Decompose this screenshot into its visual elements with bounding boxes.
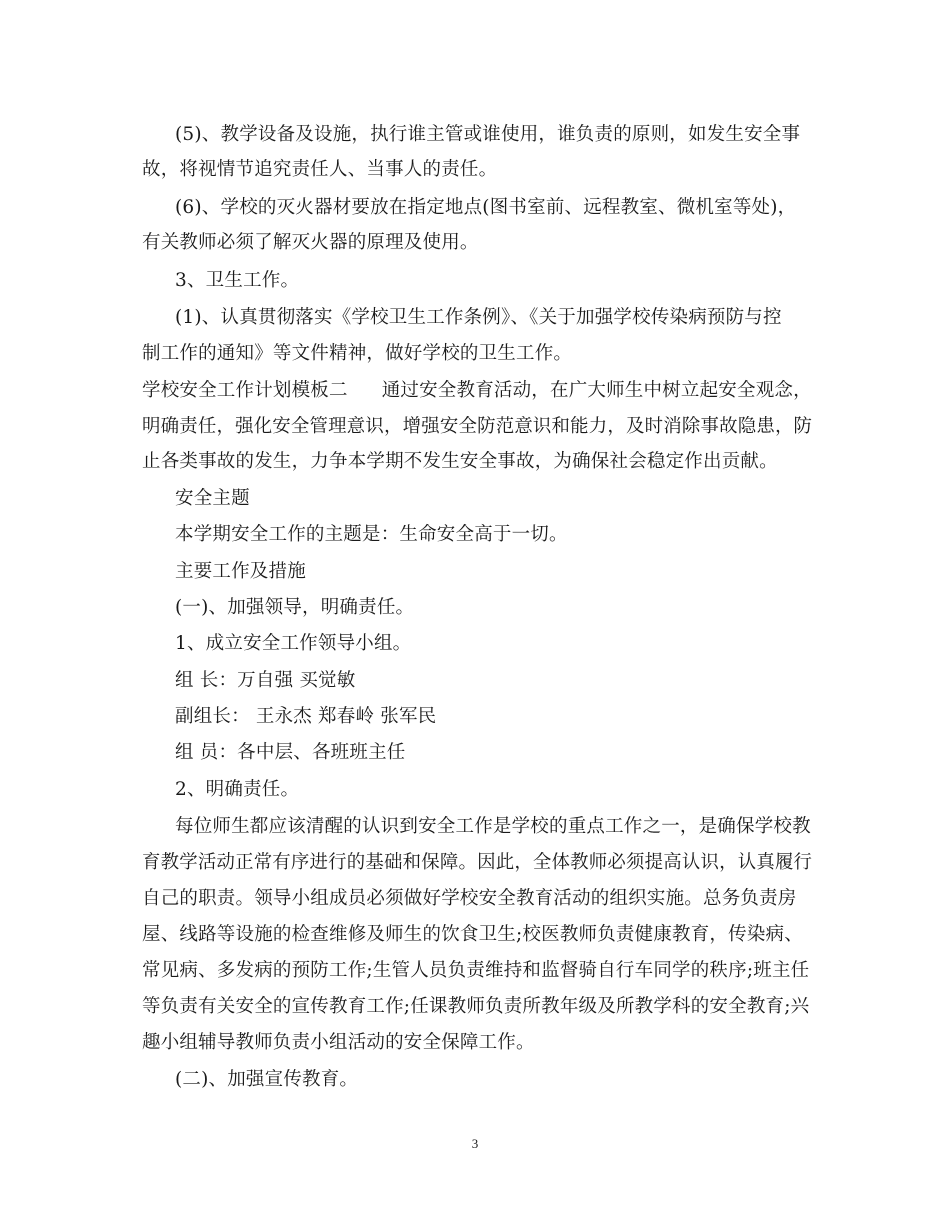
paragraph-line: 止各类事故的发生，力争本学期不发生安全事故，为确保社会稳定作出贡献。	[142, 451, 778, 472]
paragraph-line: 育教学活动正常有序进行的基础和保障。因此，全体教师必须提高认识，认真履行	[142, 852, 813, 873]
subsection-heading: (二)、加强宣传教育。	[175, 1069, 359, 1090]
paragraph-line: 本学期安全工作的主题是：生命安全高于一切。	[175, 524, 568, 545]
paragraph-line: 屋、线路等设施的检查维修及师生的饮食卫生;校医教师负责健康教育，传染病、	[142, 924, 803, 945]
paragraph-line: 等负责有关安全的宣传教育工作;任课教师负责所教年级及所教学科的安全教育;兴	[142, 996, 810, 1017]
subsection-heading: 安全主题	[175, 488, 250, 509]
paragraph-line: 制工作的通知》等文件精神，做好学校的卫生工作。	[142, 343, 573, 364]
paragraph-line: 组 员：各中层、各班班主任	[175, 742, 406, 763]
paragraph-line: (6)、学校的灭火器材要放在指定地点(图书室前、远程教室、微机室等处)，	[175, 197, 797, 218]
paragraph-line: (5)、教学设备及设施，执行谁主管或谁使用，谁负责的原则，如发生安全事	[175, 124, 801, 145]
paragraph-line: 每位师生都应该清醒的认识到安全工作是学校的重点工作之一，是确保学校教	[175, 816, 811, 837]
paragraph-line: 常见病、多发病的预防工作;生管人员负责维持和监督骑自行车同学的秩序;班主任	[142, 960, 810, 981]
paragraph-line: 自己的职责。领导小组成员必须做好学校安全教育活动的组织实施。总务负责房	[142, 888, 797, 909]
section-heading-line	[142, 379, 812, 403]
paragraph-line: 趣小组辅导教师负责小组活动的安全保障工作。	[142, 1032, 535, 1053]
paragraph-line: 组 长：万自强 买觉敏	[175, 670, 356, 691]
paragraph-line: 有关教师必须了解灭火器的原理及使用。	[142, 232, 479, 253]
subsection-heading: 3、卫生工作。	[175, 270, 300, 291]
section-heading: 学校安全工作计划模板二	[142, 380, 348, 401]
paragraph-line: 故，将视情节追究责任人、当事人的责任。	[142, 159, 498, 180]
subsection-heading: 主要工作及措施	[175, 561, 306, 582]
paragraph-line: 1、成立安全工作领导小组。	[175, 633, 412, 654]
paragraph-line: (1)、认真贯彻落实《学校卫生工作条例》、《关于加强学校传染病预防与控	[175, 307, 782, 328]
paragraph-line: 副组长： 王永杰 郑春岭 张军民	[175, 706, 437, 727]
section-lead-text: 通过安全教育活动，在广大师生中树立起安全观念，	[381, 380, 812, 401]
page-number: 3	[471, 1136, 479, 1151]
paragraph-line: 明确责任，强化安全管理意识，增强安全防范意识和能力，及时消除事故隐患，防	[142, 416, 813, 437]
paragraph-line: 2、明确责任。	[175, 779, 300, 800]
paragraph-line: (一)、加强领导，明确责任。	[175, 597, 415, 618]
